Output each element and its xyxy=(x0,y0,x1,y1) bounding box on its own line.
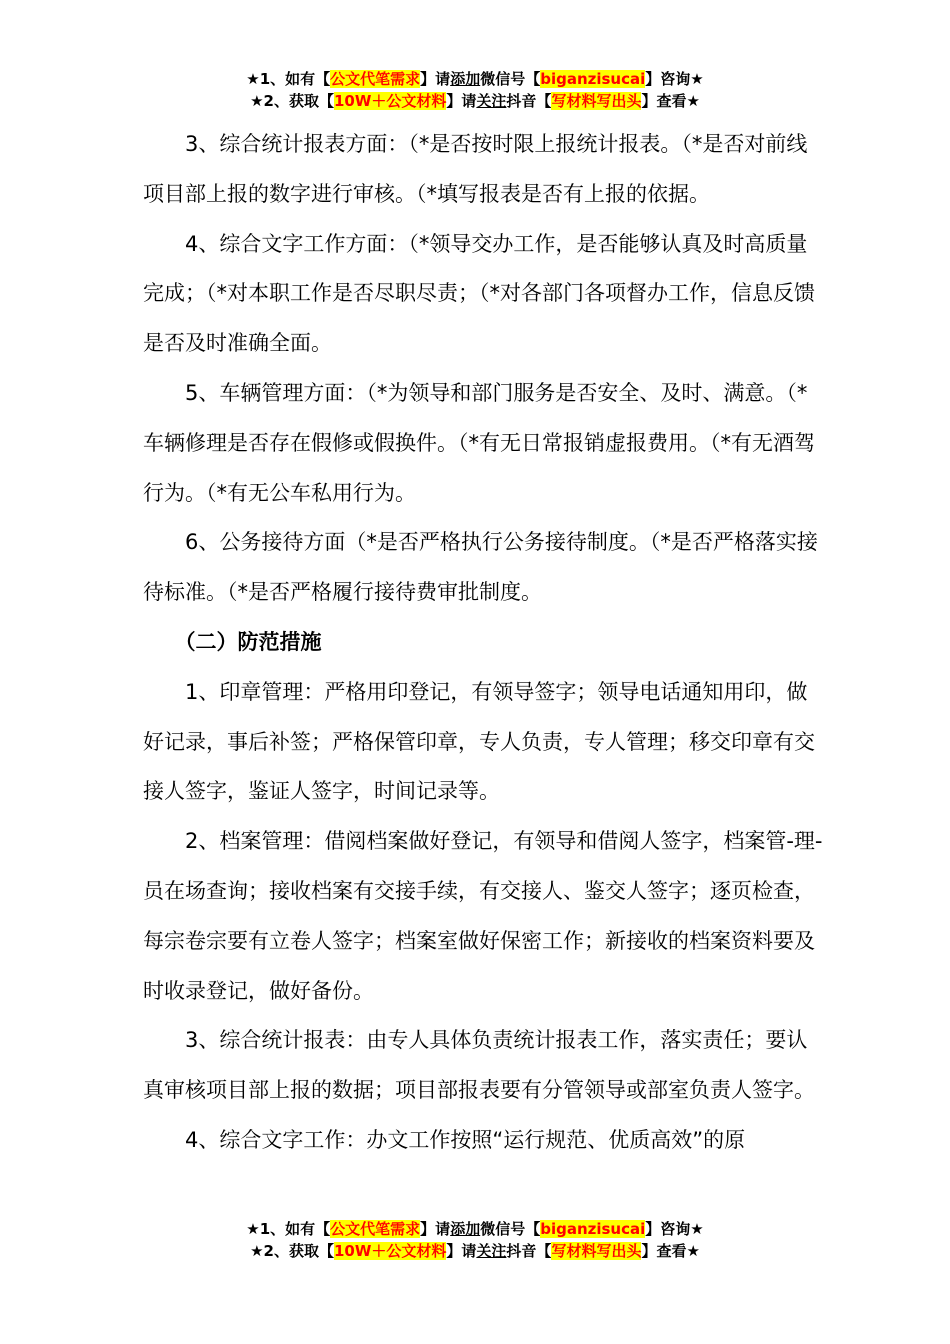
section-heading: （二）防范措施 xyxy=(174,629,322,654)
promo-text: ★2、获取【 xyxy=(250,92,334,110)
promo-text: 】请 xyxy=(446,92,477,110)
promo-highlight: 10W＋公文材料 xyxy=(333,92,447,110)
promo-text: 】查看★ xyxy=(641,92,700,110)
promo-highlight: 写材料写出头 xyxy=(551,1242,642,1260)
promo-line-1 xyxy=(0,1218,950,1240)
document-body xyxy=(143,120,827,1166)
promo-text: ★1、如有【 xyxy=(246,1220,331,1238)
promo-highlight: 公文代笔需求 xyxy=(330,70,421,88)
promo-text: 】咨询★ xyxy=(645,1220,704,1238)
paragraph-vehicle-management: 5、车辆管理方面：（*为领导和部门服务是否安全、及时、满意。（*车辆修理是否存在假修或假换件。（*有无日常报销虚报费用。（*有无酒驾行为。（*有无公车私用行为。 xyxy=(143,380,815,505)
paragraph-writing-work: 4、综合文字工作方面：（*领导交办工作，是否能够认真及时高质量完成；（*对本职工作是否尽职尽责；（*对各部门各项督办工作，信息反馈是否及时准确全面。 xyxy=(143,231,815,356)
promo-underline: 关注 xyxy=(476,1242,507,1260)
promo-text: 】请 xyxy=(446,1242,477,1260)
promo-underline: 添加 xyxy=(450,70,481,88)
promo-highlight: 公文代笔需求 xyxy=(330,1220,421,1238)
promo-text: 微信号【 xyxy=(480,70,541,88)
promo-line-1 xyxy=(0,68,950,90)
promo-text: ★1、如有【 xyxy=(246,70,331,88)
promo-line-2 xyxy=(0,90,950,112)
promo-underline: 关注 xyxy=(476,92,507,110)
measure-archive-management: 2、档案管理：借阅档案做好登记，有领导和借阅人签字，档案管-理-员在场查询；接收档案有交接手续，有交接人、鉴交人签字；逐页检查，每宗卷宗要有立卷人签字；档案室做好保密工作；新接收的档案资料要及时收录登记，做好备份。 xyxy=(143,829,823,1003)
promo-highlight: biganzisucai xyxy=(540,1220,646,1238)
measure-seal-management: 1、印章管理：严格用印登记，有领导签字；领导电话通知用印，做好记录，事后补签；严格保管印章，专人负责，专人管理；移交印章有交接人签字，鉴证人签字，时间记录等。 xyxy=(143,679,815,804)
promo-text: 抖音【 xyxy=(506,92,552,110)
promo-line-2 xyxy=(0,1240,950,1262)
paragraph-official-reception: 6、公务接待方面（*是否严格执行公务接待制度。（*是否严格落实接待标准。（*是否严格履行接待费审批制度。 xyxy=(143,530,818,605)
bottom-promo-banner xyxy=(0,1218,950,1262)
promo-text: ★2、获取【 xyxy=(250,1242,334,1260)
promo-text: 】请 xyxy=(420,70,451,88)
top-promo-banner xyxy=(0,68,950,112)
promo-text: 微信号【 xyxy=(480,1220,541,1238)
promo-text: 】请 xyxy=(420,1220,451,1238)
promo-text: 】查看★ xyxy=(641,1242,700,1260)
promo-highlight: biganzisucai xyxy=(540,70,646,88)
paragraph-statistics-report: 3、综合统计报表方面：（*是否按时限上报统计报表。（*是否对前线项目部上报的数字进行审核。（*填写报表是否有上报的依据。 xyxy=(143,132,808,206)
measure-writing-work: 4、综合文字工作：办文工作按照“运行规范、优质高效”的原 xyxy=(185,1127,746,1152)
promo-highlight: 写材料写出头 xyxy=(551,92,642,110)
promo-underline: 添加 xyxy=(450,1220,481,1238)
promo-text: 】咨询★ xyxy=(645,70,704,88)
measure-statistics-report: 3、综合统计报表：由专人具体负责统计报表工作，落实责任；要认真审核项目部上报的数据；项目部报表要有分管领导或部室负责人签字。 xyxy=(143,1028,815,1103)
promo-text: 抖音【 xyxy=(506,1242,552,1260)
promo-highlight: 10W＋公文材料 xyxy=(333,1242,447,1260)
